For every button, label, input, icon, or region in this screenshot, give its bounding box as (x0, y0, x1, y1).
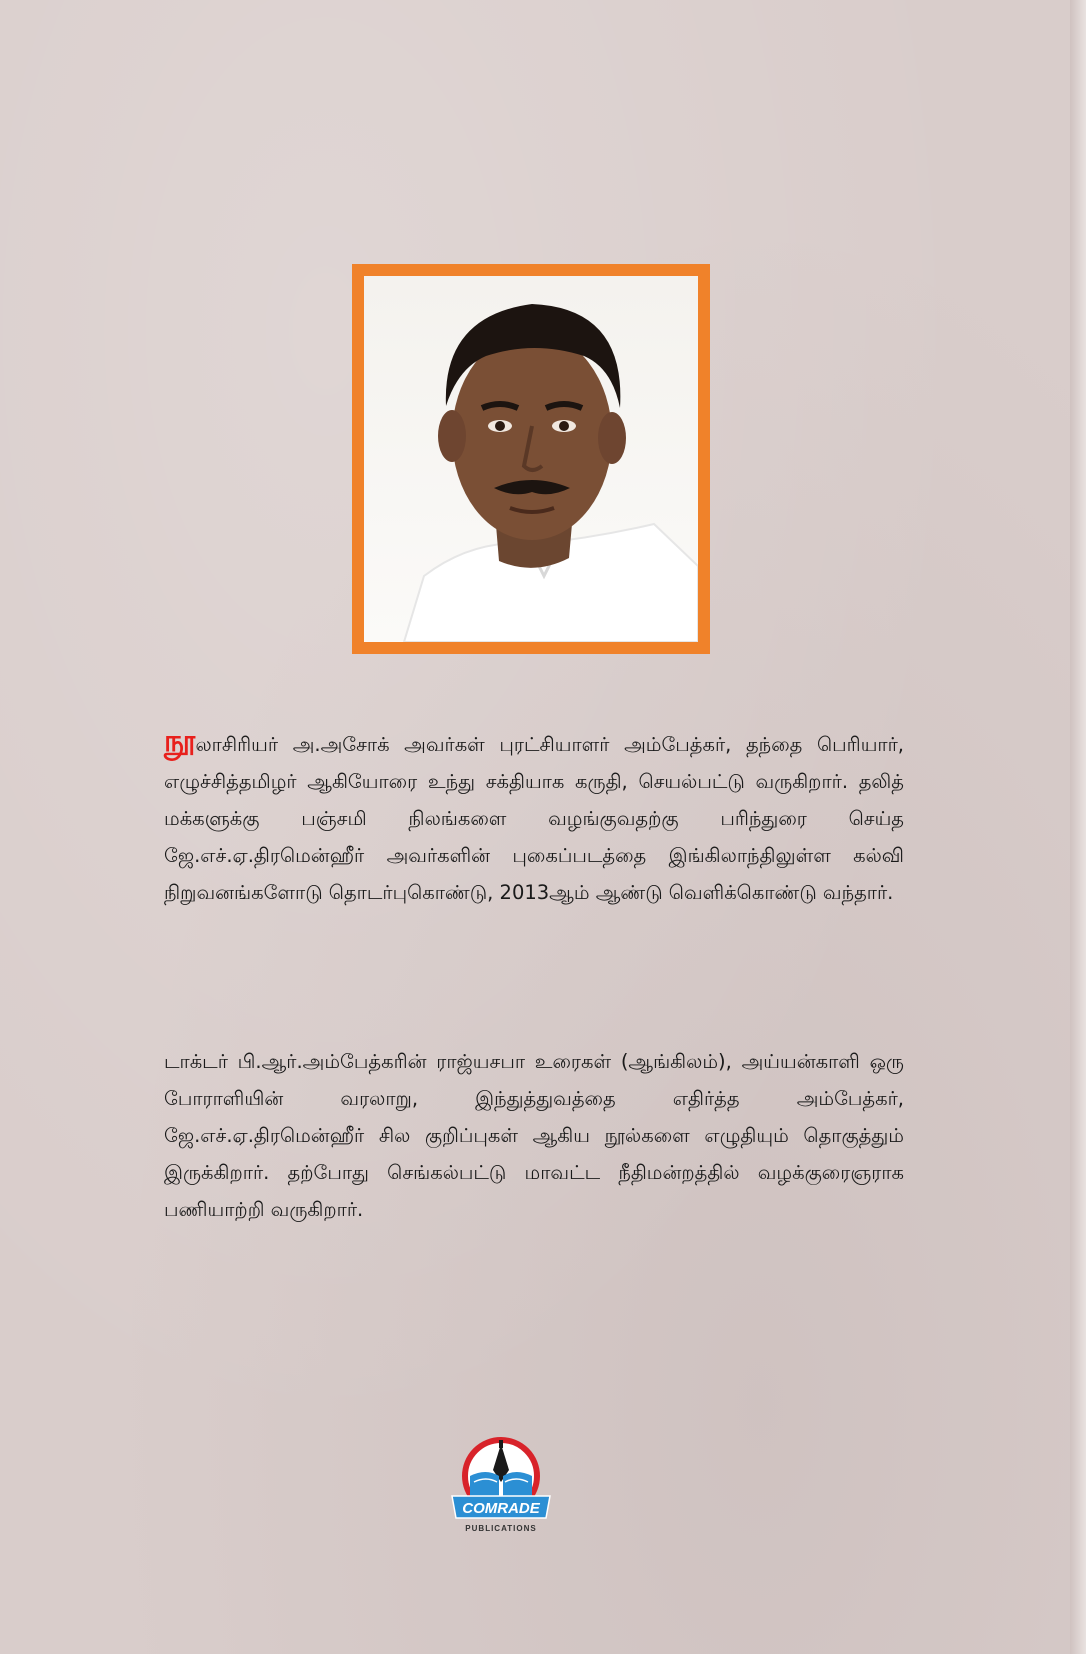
publisher-sub: PUBLICATIONS (465, 1524, 537, 1533)
author-portrait-icon (364, 276, 698, 642)
bio-paragraph-1-text: லாசிரியர் அ.அசோக் அவர்கள் புரட்சியாளர் அம்பேத்கர், தந்தை பெரியார், எழுச்சித்தமிழர் ஆகியோரை உந்து சக்தியாக கருதி, செயல்பட்டு வருகிறார். தலித் மக்களுக்கு பஞ்சமி நிலங்களை வழங்குவதற்கு பரிந்துரை செய்த ஜே.எச்.ஏ.திரமென்ஹீர் அவர்களின் புகைப்படத்தை இங்கிலாந்திலுள்ள கல்வி நிறுவனங்களோடு தொடர்புகொண்டு, 2013ஆம் ஆண்டு வெளிக்கொண்டு வந்தார். (164, 733, 904, 904)
pen-book-emblem-icon (442, 1436, 560, 1524)
author-photo (364, 276, 698, 642)
author-photo-frame (352, 264, 710, 654)
publisher-name: COMRADE (462, 1500, 540, 1517)
page-edge (1070, 0, 1086, 1654)
bio-paragraph-1 (164, 726, 904, 911)
publisher-logo (442, 1436, 560, 1546)
bio-dropcap: நூ (164, 724, 196, 759)
bio-paragraph-2: டாக்டர் பி.ஆர்.அம்பேத்கரின் ராஜ்யசபா உரைகள் (ஆங்கிலம்), அய்யன்காளி ஒரு போராளியின் வரலாறு, இந்துத்துவத்தை எதிர்த்த அம்பேத்கர், ஜே.எச்.ஏ.திரமென்ஹீர் சில குறிப்புகள் ஆகிய நூல்களை எழுதியும் தொகுத்தும் இருக்கிறார். தற்போது செங்கல்பட்டு மாவட்ட நீதிமன்றத்தில் வழக்குரைஞராக பணியாற்றி வருகிறார். (164, 1050, 904, 1221)
